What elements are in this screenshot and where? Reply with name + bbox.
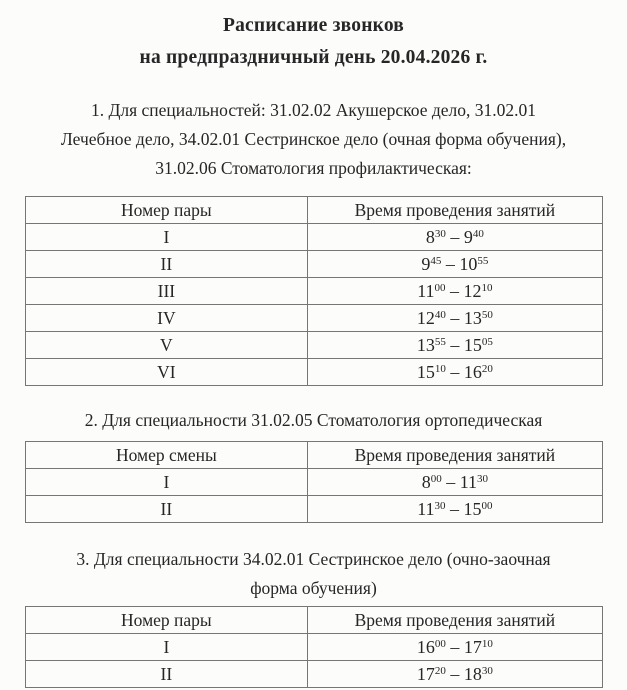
table-row bbox=[25, 359, 602, 386]
document-title bbox=[0, 0, 627, 74]
cell-time-range: $9^{45} - 10^{55}$ bbox=[308, 251, 602, 278]
section-heading-line: 3. Для специальности 34.02.01 Сестринское дело (очно-заочная bbox=[76, 549, 551, 569]
cell-pair-number: I bbox=[25, 224, 308, 251]
minutes-superscript: 20 bbox=[434, 664, 446, 677]
minutes-superscript: 00 bbox=[434, 281, 446, 294]
title-line-2: на предпраздничный день 20.04.2026 г. bbox=[139, 47, 488, 68]
cell-pair-number: III bbox=[25, 278, 308, 305]
table-head bbox=[25, 197, 602, 224]
schedule-table bbox=[25, 606, 603, 688]
table-header-row bbox=[25, 607, 602, 634]
minutes-superscript: 00 bbox=[434, 637, 446, 650]
section-heading-line: Лечебное дело, 34.02.01 Сестринское дело (очная форма обучения), bbox=[60, 129, 567, 149]
schedule-section-1 bbox=[0, 96, 627, 386]
minutes-superscript: 30 bbox=[481, 664, 493, 677]
cell-time-range: $12^{40} - 13^{50}$ bbox=[308, 305, 602, 332]
cell-pair-number: II bbox=[25, 661, 308, 688]
table-row bbox=[25, 305, 602, 332]
minutes-superscript: 40 bbox=[472, 227, 484, 240]
table-row bbox=[25, 278, 602, 305]
table-header-row bbox=[25, 197, 602, 224]
minutes-superscript: 45 bbox=[430, 254, 442, 267]
column-header-number: Номер пары bbox=[25, 607, 308, 634]
cell-pair-number: I bbox=[25, 634, 308, 661]
cell-time-range: $13^{55} - 15^{05}$ bbox=[308, 332, 602, 359]
section-heading-line: 1. Для специальностей: 31.02.02 Акушерское дело, 31.02.01 bbox=[90, 100, 537, 120]
cell-time-range: $15^{10} - 16^{20}$ bbox=[308, 359, 602, 386]
section-heading-line: 2. Для специальности 31.02.05 Стоматология ортопедическая bbox=[84, 410, 543, 430]
minutes-superscript: 55 bbox=[477, 254, 489, 267]
table-header-row bbox=[25, 442, 602, 469]
sections-container bbox=[0, 96, 627, 688]
table-row bbox=[25, 332, 602, 359]
schedule-section-2 bbox=[0, 406, 627, 523]
cell-time-range: $17^{20} - 18^{30}$ bbox=[308, 661, 602, 688]
schedule-table bbox=[25, 441, 603, 523]
table-body bbox=[25, 224, 602, 386]
minutes-superscript: 10 bbox=[481, 637, 493, 650]
table-row bbox=[25, 496, 602, 523]
minutes-superscript: 10 bbox=[481, 281, 493, 294]
column-header-number: Номер смены bbox=[25, 442, 308, 469]
schedule-section-3 bbox=[0, 545, 627, 688]
table-head bbox=[25, 442, 602, 469]
table-body bbox=[25, 469, 602, 523]
cell-time-range: $16^{00} - 17^{10}$ bbox=[308, 634, 602, 661]
minutes-superscript: 10 bbox=[434, 362, 446, 375]
column-header-time: Время проведения занятий bbox=[308, 442, 602, 469]
minutes-superscript: 20 bbox=[481, 362, 493, 375]
cell-pair-number: V bbox=[25, 332, 308, 359]
table-row bbox=[25, 251, 602, 278]
cell-time-range: $11^{30} - 15^{00}$ bbox=[308, 496, 602, 523]
minutes-superscript: 05 bbox=[481, 335, 493, 348]
table-body bbox=[25, 634, 602, 688]
table-row bbox=[25, 224, 602, 251]
table-row bbox=[25, 661, 602, 688]
minutes-superscript: 00 bbox=[481, 499, 493, 512]
section-heading-line: форма обучения) bbox=[250, 578, 377, 598]
schedule-table bbox=[25, 196, 603, 386]
column-header-time: Время проведения занятий bbox=[308, 607, 602, 634]
cell-pair-number: IV bbox=[25, 305, 308, 332]
cell-time-range: $11^{00} - 12^{10}$ bbox=[308, 278, 602, 305]
cell-pair-number: VI bbox=[25, 359, 308, 386]
table-row bbox=[25, 469, 602, 496]
minutes-superscript: 00 bbox=[430, 472, 442, 485]
minutes-superscript: 30 bbox=[434, 499, 446, 512]
table-head bbox=[25, 607, 602, 634]
table-row bbox=[25, 634, 602, 661]
cell-time-range: $8^{30} - 9^{40}$ bbox=[308, 224, 602, 251]
column-header-number: Номер пары bbox=[25, 197, 308, 224]
cell-time-range: $8^{00} - 11^{30}$ bbox=[308, 469, 602, 496]
title-line-1: Расписание звонков bbox=[222, 15, 405, 36]
cell-pair-number: II bbox=[25, 251, 308, 278]
section-heading bbox=[0, 406, 627, 435]
minutes-superscript: 40 bbox=[434, 308, 446, 321]
minutes-superscript: 50 bbox=[481, 308, 493, 321]
section-heading bbox=[0, 96, 627, 183]
minutes-superscript: 30 bbox=[477, 472, 489, 485]
cell-pair-number: I bbox=[25, 469, 308, 496]
section-heading bbox=[0, 545, 627, 603]
minutes-superscript: 30 bbox=[434, 227, 446, 240]
cell-pair-number: II bbox=[25, 496, 308, 523]
column-header-time: Время проведения занятий bbox=[308, 197, 602, 224]
section-heading-line: 31.02.06 Стоматология профилактическая: bbox=[155, 158, 472, 178]
minutes-superscript: 55 bbox=[434, 335, 446, 348]
